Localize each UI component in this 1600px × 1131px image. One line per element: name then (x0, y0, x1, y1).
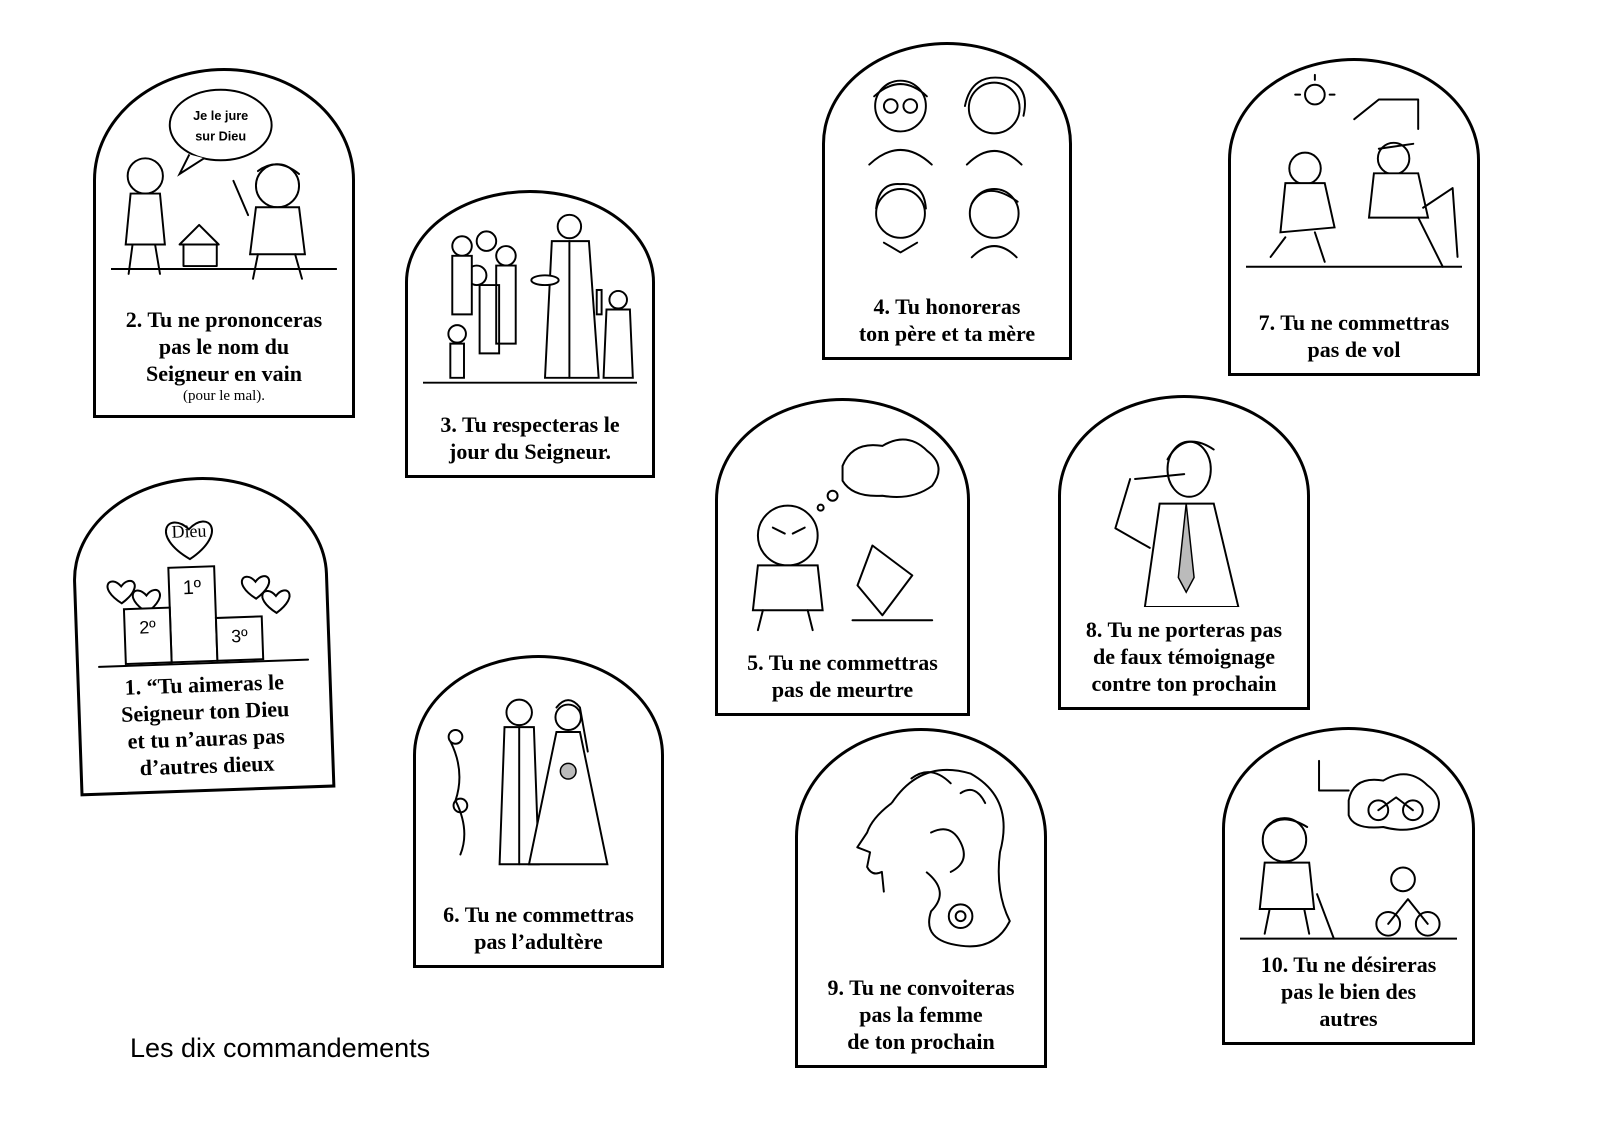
envious-boy-illustration (1240, 746, 1457, 944)
commandment-card-9 (795, 728, 1047, 1068)
commandment-text-1: 1. “Tu aimeras le Seigneur ton Dieu et tu n’auras pas d’autres dieux (120, 669, 290, 781)
angry-boy-illustration (733, 426, 952, 635)
commandment-text-3: 3. Tu respecteras le jour du Seigneur. (440, 412, 620, 464)
page-title: Les dix commandements (130, 1033, 431, 1063)
commandment-card-10 (1222, 727, 1475, 1045)
commandment-card-2 (93, 68, 355, 418)
father-face (869, 80, 931, 164)
commandment-text-7: 7. Tu ne commettras pas de vol (1258, 310, 1450, 362)
daughter-face (876, 184, 926, 252)
heart-label: Dieu (171, 520, 207, 543)
son-face (969, 189, 1018, 257)
commandment-text-2: 2. Tu ne prononceras pas le nom du Seigneur en vain (pour le mal). (125, 307, 323, 404)
woman-profile-illustration (813, 744, 1029, 960)
commandment-card-7 (1228, 58, 1480, 376)
commandment-text-6: 6. Tu ne commettras pas l’adultère (443, 902, 634, 954)
commandment-text-5: 5. Tu ne commettras pas de meurtre (747, 650, 938, 702)
commandment-card-6 (413, 655, 664, 968)
podium-third-place: 3º (230, 626, 249, 647)
commandment-text-10: 10. Tu ne désireras pas le bien des autres (1260, 952, 1437, 1031)
theft-on-bench-illustration (1246, 70, 1462, 277)
podium-second-place: 2º (138, 617, 157, 638)
podium-first-place: 1º (182, 576, 202, 600)
commandment-card-8 (1058, 395, 1310, 710)
commandment-text-9: 9. Tu ne convoiteras pas la femme de ton prochain (827, 975, 1015, 1054)
commandment-card-4 (822, 42, 1072, 360)
commandment-card-5 (715, 398, 970, 716)
lying-man-illustration (1076, 420, 1292, 607)
commandment-text-4: 4. Tu honoreras ton père et ta mère (858, 294, 1036, 346)
podium-hearts-illustration (88, 486, 313, 673)
commandment-card-1 (70, 473, 336, 797)
speech-bubble-line-1: Je le jure (193, 107, 249, 123)
commandment-text-8: 8. Tu ne porteras pas de faux témoignage contre ton prochain (1085, 617, 1283, 696)
priest-communion-illustration (423, 207, 638, 392)
mother-face (965, 77, 1025, 164)
wedding-couple-illustration (431, 683, 647, 869)
speech-bubble-line-2: sur Dieu (195, 128, 247, 144)
swearing-boys-illustration (111, 78, 336, 284)
family-faces-illustration (840, 67, 1055, 272)
commandment-card-3 (405, 190, 655, 478)
